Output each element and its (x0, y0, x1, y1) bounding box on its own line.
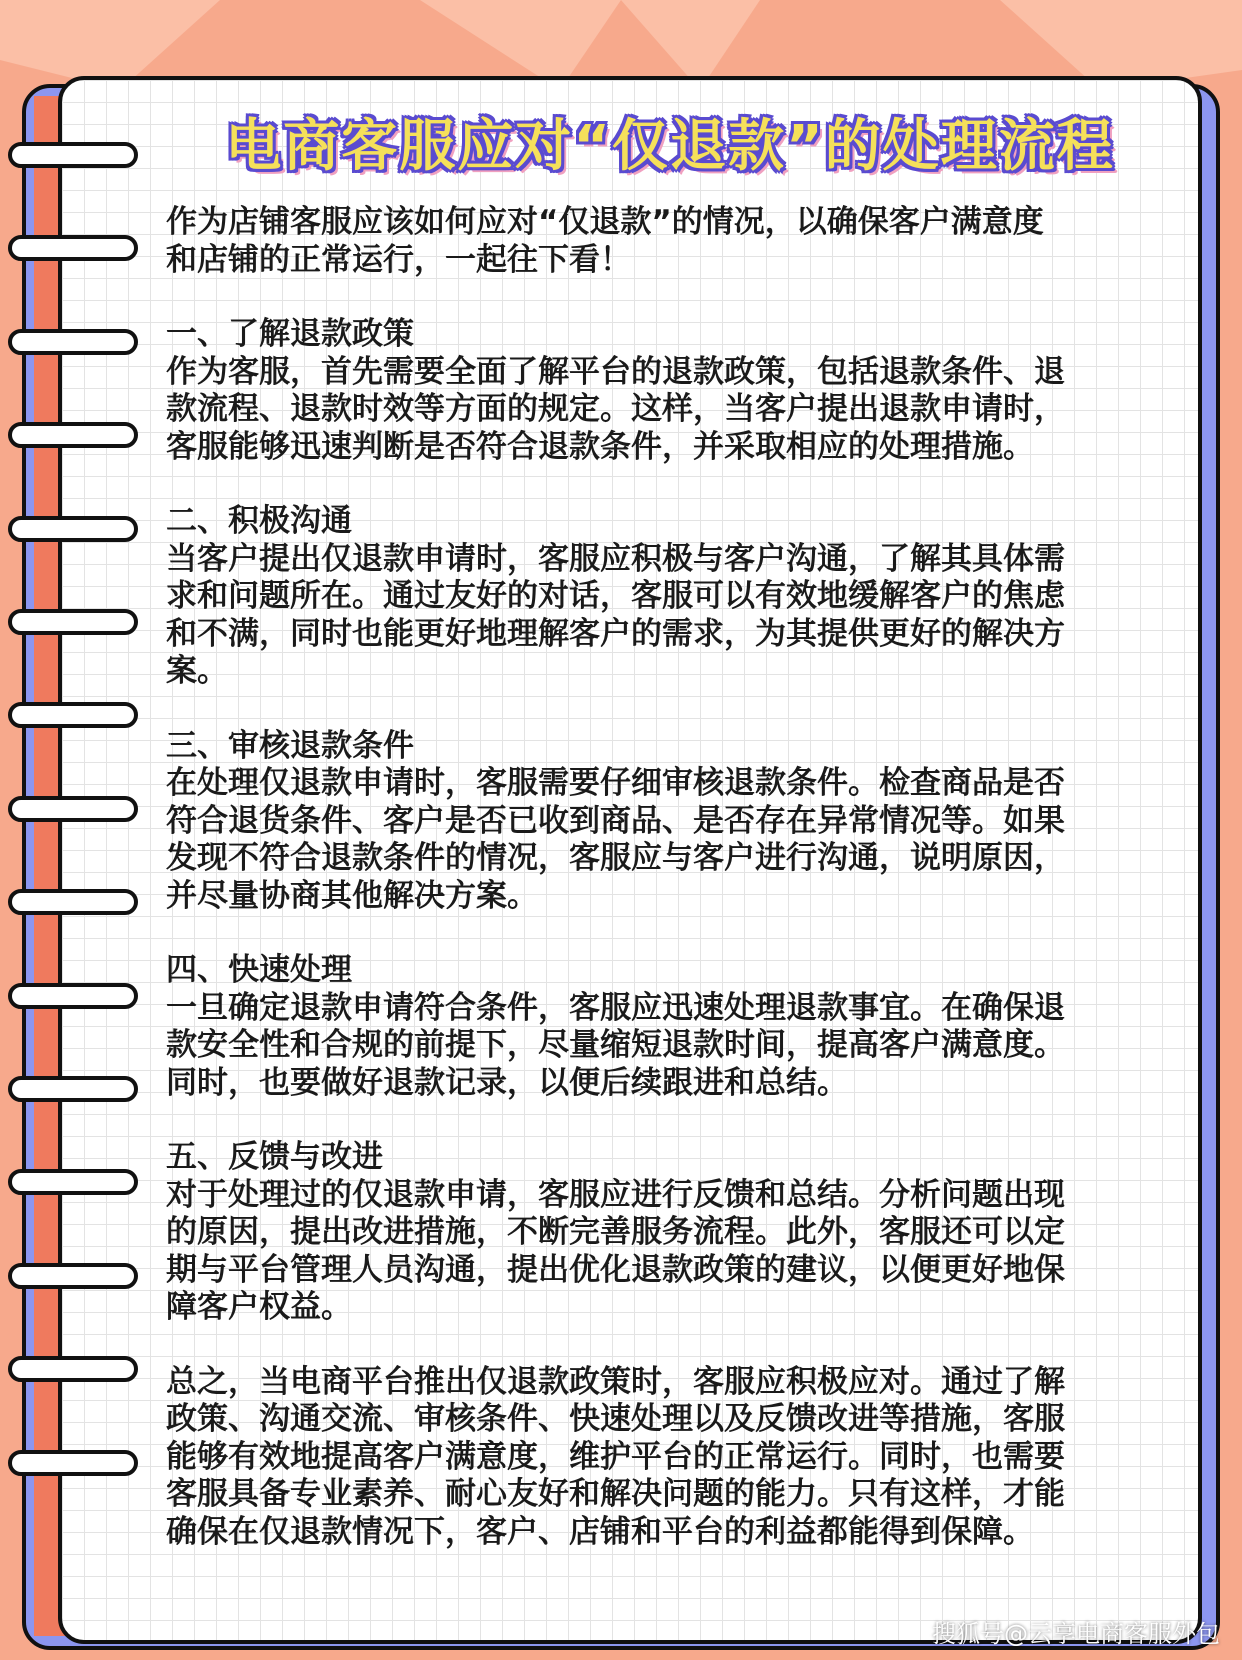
section-3 (166, 728, 1168, 916)
conclusion-line: 能够有效地提高客户满意度，维护平台的正常运行。同时，也需要 (166, 1438, 1065, 1475)
watermark: 搜狐号@云享电商客服外包 (932, 1620, 1220, 1648)
section-line: 一旦确定退款申请符合条件，客服应迅速处理退款事宜。在确保退 (166, 989, 1065, 1026)
section-2 (166, 503, 1168, 691)
binding-ring (8, 1161, 154, 1205)
binding-ring (8, 134, 154, 178)
section-heading: 五、反馈与改进 (166, 1139, 383, 1175)
section-5 (166, 1139, 1168, 1327)
section-line: 客服能够迅速判断是否符合退款条件，并采取相应的处理措施。 (166, 428, 1034, 465)
section-line: 当客户提出仅退款申请时，客服应积极与客户沟通，了解其具体需 (166, 540, 1065, 577)
conclusion-line: 总之，当电商平台推出仅退款政策时，客服应积极应对。通过了解 (166, 1363, 1065, 1400)
intro-line: 作为店铺客服应该如何应对“仅退款”的情况，以确保客户满意度 (166, 204, 1044, 240)
binding-ring (8, 788, 154, 832)
section-line: 款安全性和合规的前提下，尽量缩短退款时间，提高客户满意度。 (166, 1027, 1065, 1063)
intro-paragraph (166, 204, 1168, 279)
binding-ring (8, 508, 154, 552)
binding-ring (8, 1442, 154, 1486)
conclusion-line: 政策、沟通交流、审核条件、快速处理以及反馈改进等措施，客服 (166, 1401, 1065, 1437)
section-line: 案。 (166, 653, 228, 689)
article-body (166, 204, 1168, 1551)
section-1 (166, 316, 1168, 466)
section-line: 作为客服，首先需要全面了解平台的退款政策，包括退款条件、退 (166, 353, 1065, 390)
section-line: 符合退货条件、客户是否已收到商品、是否存在异常情况等。如果 (166, 802, 1065, 839)
binding-ring (8, 1348, 154, 1392)
intro-line: 和店铺的正常运行，一起往下看！ (166, 241, 631, 278)
section-line: 的原因，提出改进措施，不断完善服务流程。此外，客服还可以定 (166, 1214, 1065, 1250)
section-line: 障客户权益。 (166, 1289, 352, 1325)
conclusion-paragraph (166, 1364, 1168, 1552)
binding-ring (8, 694, 154, 738)
section-line: 求和问题所在。通过友好的对话，客服可以有效地缓解客户的焦虑 (166, 578, 1065, 614)
binding-ring (8, 321, 154, 365)
section-line: 款流程、退款时效等方面的规定。这样，当客户提出退款申请时， (166, 391, 1065, 427)
section-heading: 三、审核退款条件 (166, 727, 414, 764)
section-4 (166, 952, 1168, 1102)
binding-ring (8, 881, 154, 925)
section-line: 发现不符合退款条件的情况，客服应与客户进行沟通，说明原因， (166, 840, 1065, 876)
section-line: 和不满，同时也能更好地理解客户的需求，为其提供更好的解决方 (166, 615, 1065, 652)
section-line: 在处理仅退款申请时，客服需要仔细审核退款条件。检查商品是否 (166, 765, 1065, 801)
conclusion-line: 确保在仅退款情况下，客户、店铺和平台的利益都能得到保障。 (166, 1513, 1034, 1550)
section-line: 期与平台管理人员沟通，提出优化退款政策的建议，以便更好地保 (166, 1251, 1065, 1288)
binding-ring (8, 227, 154, 271)
section-heading: 二、积极沟通 (166, 503, 352, 539)
conclusion-line: 客服具备专业素养、耐心友好和解决问题的能力。只有这样，才能 (166, 1476, 1065, 1512)
section-line: 并尽量协商其他解决方案。 (166, 877, 538, 914)
binding-ring (8, 975, 154, 1019)
binding-ring (8, 1255, 154, 1299)
section-line: 同时，也要做好退款记录，以便后续跟进和总结。 (166, 1064, 848, 1101)
binding-ring (8, 1068, 154, 1112)
section-line: 对于处理过的仅退款申请，客服应进行反馈和总结。分析问题出现 (166, 1176, 1065, 1213)
binding-ring (8, 601, 154, 645)
binding-ring (8, 414, 154, 458)
page-title: 电商客服应对“仅退款”的处理流程 (225, 114, 1115, 179)
section-heading: 一、了解退款政策 (166, 316, 414, 352)
section-heading: 四、快速处理 (166, 952, 352, 988)
